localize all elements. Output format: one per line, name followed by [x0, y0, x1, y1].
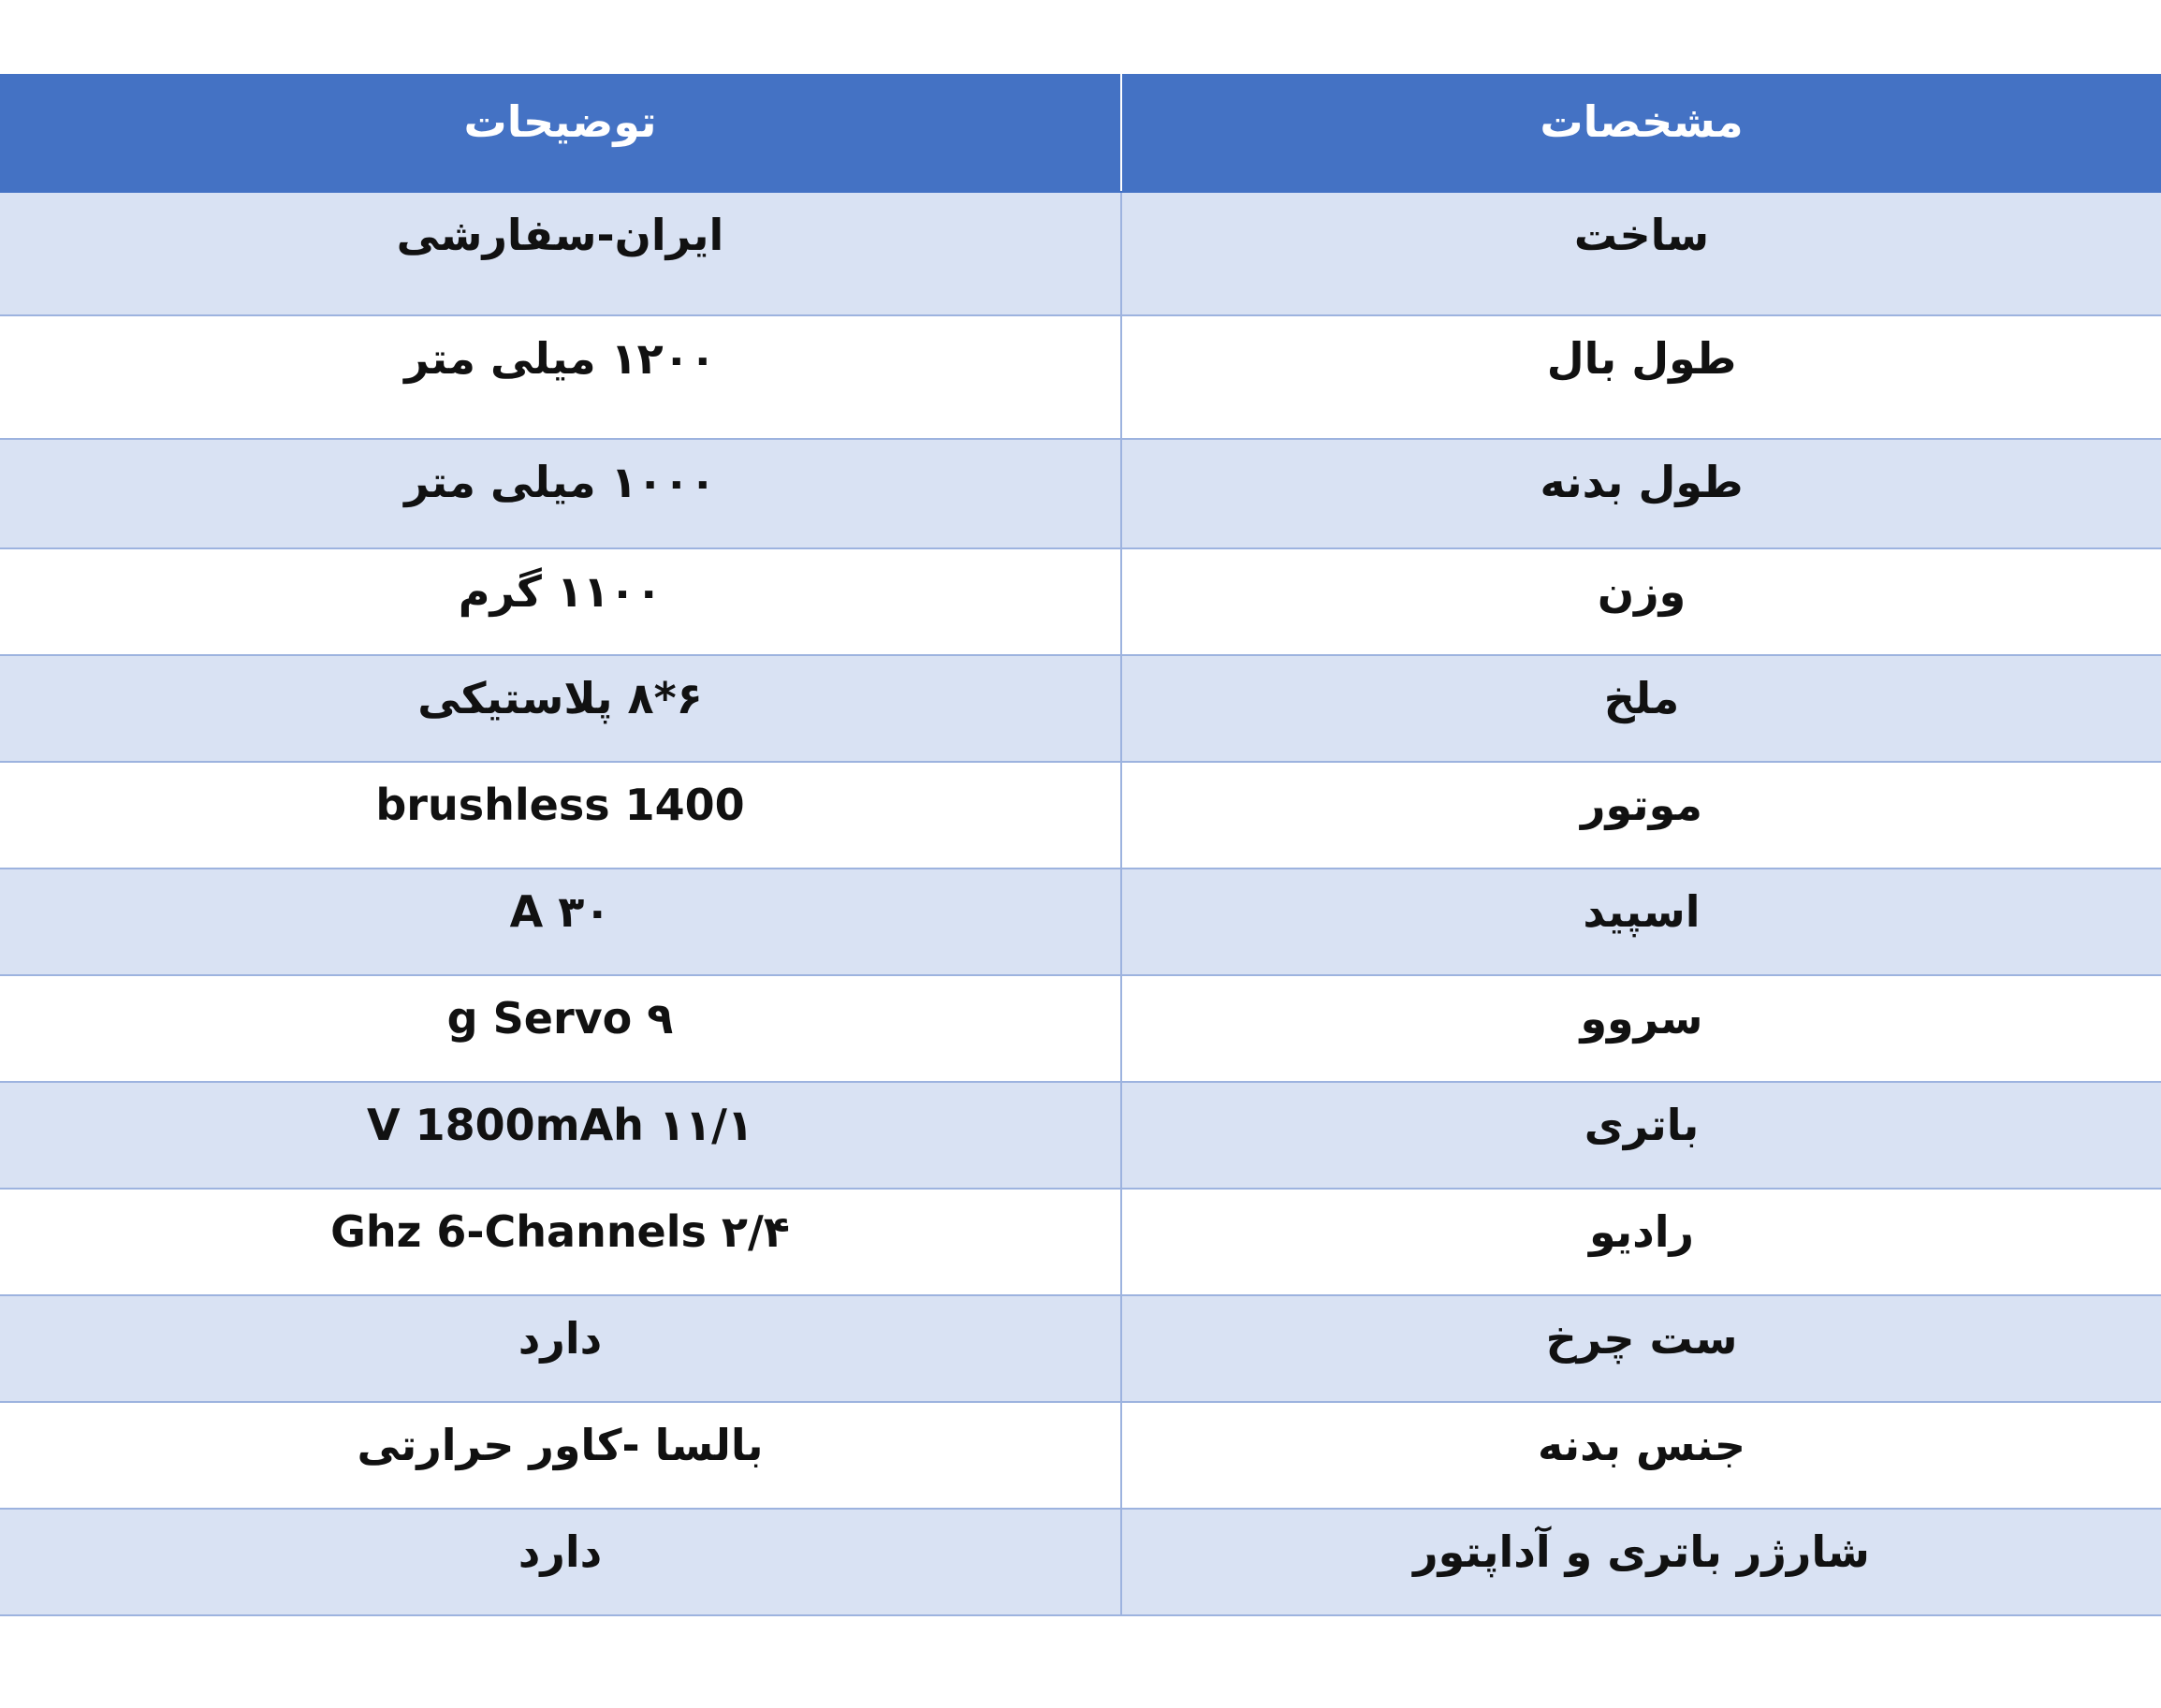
value-cell: ۱۲۰۰ میلی متر — [0, 315, 1121, 439]
value-cell: ایران-سفارشی — [0, 192, 1121, 315]
spec-cell: سروو — [1121, 975, 2161, 1082]
value-cell: ۹ g Servo — [0, 975, 1121, 1082]
spec-cell: اسپید — [1121, 869, 2161, 975]
spec-cell: باتری — [1121, 1082, 2161, 1189]
table-body — [0, 192, 2161, 1615]
value-cell: بالسا -کاور حرارتی — [0, 1402, 1121, 1509]
value-cell: brushless 1400 — [0, 762, 1121, 869]
spec-cell: جنس بدنه — [1121, 1402, 2161, 1509]
table-row — [0, 1189, 2161, 1295]
spec-cell: رادیو — [1121, 1189, 2161, 1295]
spec-cell: ست چرخ — [1121, 1295, 2161, 1402]
spec-cell: وزن — [1121, 548, 2161, 655]
header-description: توضیحات — [0, 74, 1121, 192]
specifications-table — [0, 74, 2161, 1616]
table-row — [0, 869, 2161, 975]
value-cell: دارد — [0, 1509, 1121, 1615]
value-cell: دارد — [0, 1295, 1121, 1402]
spec-cell: طول بدنه — [1121, 439, 2161, 548]
value-cell: ۳۰ A — [0, 869, 1121, 975]
table-row — [0, 548, 2161, 655]
spec-cell: موتور — [1121, 762, 2161, 869]
header-specs: مشخصات — [1121, 74, 2161, 192]
value-cell: ۱۱۰۰ گرم — [0, 548, 1121, 655]
spec-cell: طول بال — [1121, 315, 2161, 439]
table-row — [0, 762, 2161, 869]
spec-cell: شارژر باتری و آداپتور — [1121, 1509, 2161, 1615]
table-header — [0, 74, 2161, 192]
table-row — [0, 1509, 2161, 1615]
value-cell: ۱۱/۱ V 1800mAh — [0, 1082, 1121, 1189]
value-cell: ۲/۴ Ghz 6-Channels — [0, 1189, 1121, 1295]
table-row — [0, 315, 2161, 439]
header-row — [0, 74, 2161, 192]
value-cell: ۱۰۰۰ میلی متر — [0, 439, 1121, 548]
table-row — [0, 439, 2161, 548]
table-row — [0, 1295, 2161, 1402]
table-row — [0, 1402, 2161, 1509]
table-row — [0, 655, 2161, 762]
table-row — [0, 975, 2161, 1082]
value-cell: ۶*۸ پلاستیکی — [0, 655, 1121, 762]
spec-cell: ملخ — [1121, 655, 2161, 762]
table-row — [0, 1082, 2161, 1189]
table-row — [0, 192, 2161, 315]
spec-cell: ساخت — [1121, 192, 2161, 315]
